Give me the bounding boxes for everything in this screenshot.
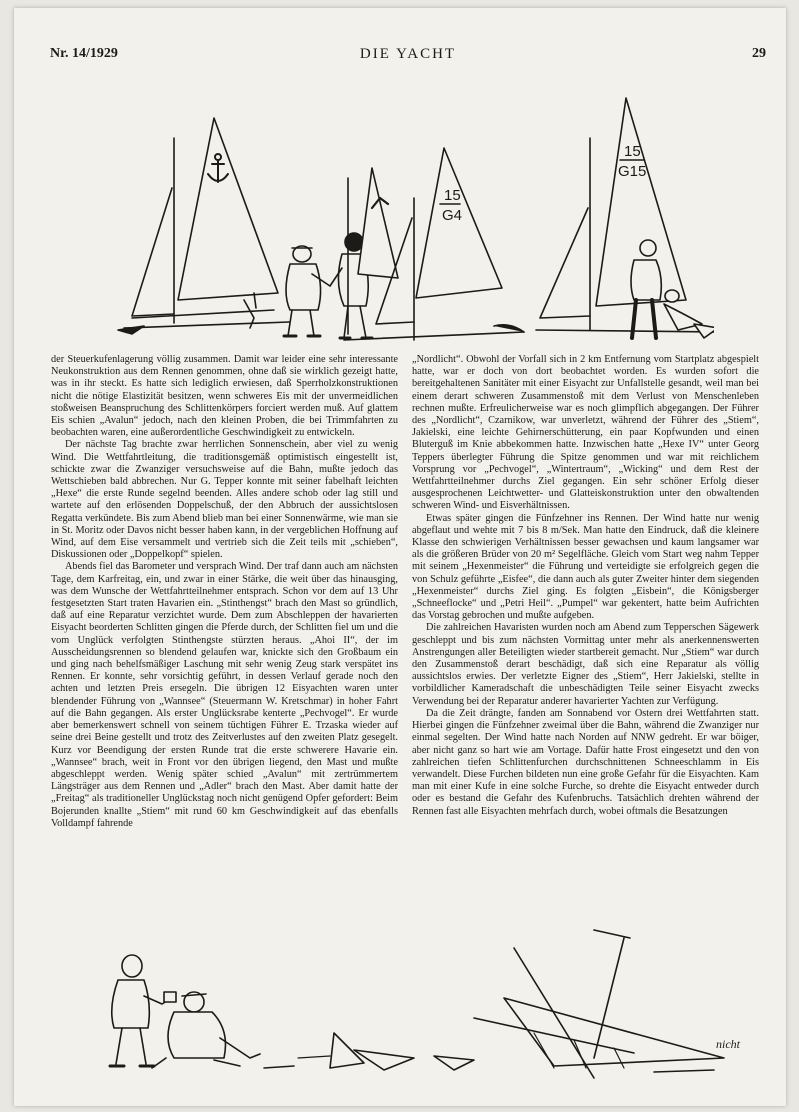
paragraph: Da die Zeit drängte, fanden am Sonnabend vor Ostern drei Wettfahrten statt. Hierbei gingen die Fünfzehner zweimal über die Bahn, während die Zwanziger nur einmal segelten. Der Wind hatte nach Norden auf NNW gedreht. Er war böiger, aber nicht ganz so hart wie am Vortage. Dafür hatte Frost eingesetzt und den von zahlreichen tiefen Schlittenfurchen durchschnittenen Schneeschlamm in Eis verwandelt. Diese Furchen bildeten nun eine große Gefahr für die Eisyachten. Kam man mit einer Kufe in eine solche Furche, so drehte die Eisyacht entweder durch oder es bestand die Gefahr des Kufenbruchs. Tatsächlich drehten während der Rennen fast alle Eisyachten mehrfach durch, wobei oftmals die Besatzungen (412, 707, 759, 817)
page-header (50, 46, 766, 70)
sail-mark-4: G15 (618, 163, 647, 180)
magazine-title: DIE YACHT (359, 46, 457, 62)
paragraph: der Steuerkufenlagerung völlig zusammen. Damit war leider eine sehr interessante Neukonstruktion aus dem Rennen genommen, ohne daß sie wirklich gezeigt hatte, was in ihr steckt. Es hatte sich lediglich erwiesen, daß Sperrholzkonstruktionen nicht die nötige Elastizität besitzen, wenn schweres Eis mit der unvermeidlichen stoßweisen Beanspruchung des Schlittenkörpers forciert werden muß. Auf glattem Eis schien „Avalun“ jedoch, nach den kleinen Proben, die bei Trimmfahrten zu beobachten waren, eine außerordentliche Geschwindigkeit zu entwickeln. (51, 354, 398, 439)
ice-yachts-illustration (104, 78, 714, 353)
left-text-column (51, 354, 398, 830)
capsized-yacht-illustration (34, 908, 754, 1088)
sail-mark-2: G4 (442, 207, 463, 224)
right-text-column (412, 354, 759, 818)
paragraph: Etwas später gingen die Fünfzehner ins Rennen. Der Wind hatte nur wenig abgeflaut und wehte mit 7 bis 8 m/Sek. Man hatte den Eindruck, daß die kleinere Klasse den schwierigen Verhältnissen besser gewachsen und kaum langsamer war als die größeren Brüder von 20 m² Segelfläche. Gleich vom Start weg nahm Tepper mit seinem „Hexenmeister“ die Führung und verteidigte sie erfolgreich gegen die von Schulz geführte „Eisfee“, die dann auch als guter Zweiter hinter dem siegenden „Hexenmeister“ durchs Ziel ging. Es folgten „Eisbein“, die Königsberger „Schneeflocke“ und „Petri Heil“. „Pumpel“ war gekentert, hatte beim Aufrichten das Vorstag gebrochen und mußte aufgeben. (412, 512, 759, 622)
artist-signature: nicht (716, 1037, 740, 1051)
paragraph: Abends fiel das Barometer und versprach Wind. Der traf dann auch am nächsten Tage, dem Karfreitag, ein, und zwar in einer Stärke, die weit über das hinausging, was dem Wunsche der Wettfahrtteilnehmer entsprach. Schon vor dem auf 13 Uhr festgesetzten Start traten Havarien ein. „Stinthengst“ brach den Mast so gründlich, daß auf eine Reparatur verzichtet wurde. Dem zum Abschleppen der havarierten Eisyacht beorderten Schlitten gingen die Pferde durch, der Schlitten fiel um und die vom Unglück verfolgten Stinthengste stürzten heraus. „Ahoi II“, der im Ausscheidungsrennen so blendend gelaufen war, knickte sich den Großbaum ein und ging nach behelfsmäßiger Laschung mit sehr wenig Zeug stark verspätet ins Rennen. Er konnte, sehr vorsichtig geführt, in dessen Verlauf gerade noch den achten und letzten Preis ersegeln. Die übrigen 12 Eisyachten waren unter blendender Führung von „Wannsee“ (Steuermann W. Kretschmar) in hoher Fahrt auf die Bahn gegangen. Als erster Unglücksrabe kenterte „Pechvogel“. Er wurde aber bemerkenswert schnell von seinem tüchtigen Führer E. Trzaska wieder auf seine drei Beine gestellt und trotz des Zeitverlustes auf den zweiten Platz gesegelt. Kurz vor Beendigung der ersten Runde trat die erste schwerere Havarie ein. „Wannsee“ brach, weit in Front vor den übrigen liegend, den Mast und mußte abgeschleppt werden. Wenig später schied „Avalun“ mit zertrümmertem Längsträger aus dem Rennen und „Adler“ brach den Mast. Aber damit hatte der „Freitag“ als traditioneller Unglückstag noch nicht genügend Opfer gefordert: Beim Bojerunden knallte „Stiem“ mit rund 60 km Geschwindigkeit auf das ebenfalls Volldampf fahrende (51, 561, 398, 829)
magazine-page (14, 8, 786, 1106)
sail-mark-3: 15 (624, 143, 641, 160)
page-number: 29 (752, 46, 766, 61)
sail-mark-1: 15 (444, 187, 461, 204)
paragraph: Der nächste Tag brachte zwar herrlichen Sonnenschein, aber viel zu wenig Wind. Die Wettfahrtleitung, die traditionsgemäß optimistisch eingestellt ist, schickte zwar die Zwanziger versuchsweise auf die Bahn, mußte jedoch das Wettschieben bald abbrechen. Nur G. Tepper konnte mit seiner fabelhaft leichten „Hexe“ die erste Runde segelnd beenden. Alles andere schob oder lag still und wartete auf den erlösenden Doppelschuß, der den Abbruch der aussichtslosen Regatta verkündete. Bis zum Abend blieb man bei einer Sonnenwärme, wie man sie in St. Moritz oder Davos nicht besser haben kann, in der vergeblichen Hoffnung auf Wind, auf dem Eise versammelt und vertrieb sich die Zeit teils mit „schieben“, Diskussionen oder „Doppelkopf“ spielen. (51, 439, 398, 561)
issue-number: Nr. 14/1929 (50, 46, 118, 61)
paragraph: „Nordlicht“. Obwohl der Vorfall sich in 2 km Entfernung vom Startplatz abgespielt hatte, war er doch von dort beobachtet worden. Es wurden sofort die bereitgehaltenen Sanitäter mit einer Eisyacht zur Unfallstelle gesandt, weil man bei einem derart schweren Zusammenstoß mit dem Verlust von Menschenleben rechnen mußte. Erfreulicherweise war es noch glimpflich abgegangen. Der Führer des „Nordlicht“, Czarnikow, war unverletzt, während der Führer des „Stiem“, Jakielski, eine leichte Gehirnerschütterung, ein paar Kopfwunden und einen Bluterguß im Knie abbekommen hatte. Inzwischen hatte „Hexe IV“ unter Georg Teppers überlegter Führung die Spitze genommen und war mit reichlichem Vorsprung vor „Pechvogel“, „Wintertraum“, „Wicking“ und dem Rest der Wettfahrtteilnehmer durchs Ziel gegangen. Ein sehr schöner Erfolg dieser ausgesprochenen Leichtwetter- und Glatteiskonstruktion unter den obwaltenden schweren Wind- und Eisverhältnissen. (412, 354, 759, 512)
paragraph: Die zahlreichen Havaristen wurden noch am Abend zum Tepperschen Sägewerk geschleppt und bis zum nächsten Vormittag unter mehr als anerkennenswerten Anstrengungen aller Beteiligten wieder startbereit gemacht. Nur „Stiem“ war durch den Zusammenstoß derart beschädigt, daß sich eine Reparatur als völlig aussichtslos erwies. Der verletzte Eigner des „Stiem“, Herr Jakielski, stellte in vorbildlicher Kameradschaft die unbeschädigten Teile seiner Eisyacht zwecks Verwendung bei der Reparatur anderer havarierter Yachten zur Verfügung. (412, 622, 759, 707)
